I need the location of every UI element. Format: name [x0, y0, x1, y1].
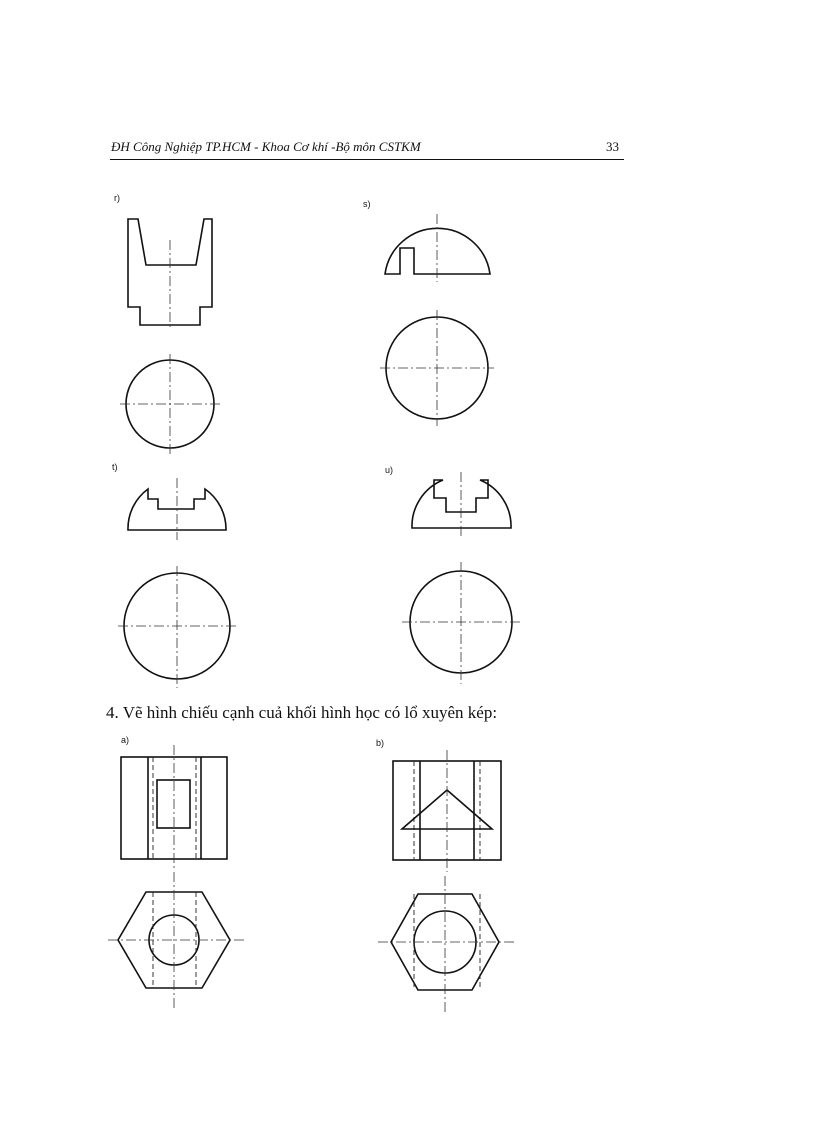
- exercise-4-title: 4. Vẽ hình chiếu cạnh cuả khối hình học có lổ xuyên kép:: [106, 703, 498, 722]
- figure-label-s: s): [363, 199, 371, 209]
- figure-s-top-view: [380, 310, 494, 426]
- figure-a-front-view: [121, 745, 227, 870]
- figure-r-top-view: [120, 354, 220, 454]
- figure-a-top-view: [108, 872, 244, 1010]
- figure-t-front-view: [128, 478, 226, 540]
- figure-label-t: t): [112, 462, 118, 472]
- figure-s-front-view: [385, 214, 490, 282]
- figure-u-front-view: [412, 472, 511, 536]
- page-number: 33: [606, 139, 619, 154]
- figure-r-front-view: [128, 219, 212, 330]
- figure-u-top-view: [402, 562, 520, 684]
- figure-b-top-view: [378, 876, 514, 1012]
- figure-t-top-view: [118, 566, 236, 688]
- figure-label-a: a): [121, 735, 130, 745]
- page-header-title: ĐH Công Nghiệp TP.HCM - Khoa Cơ khí -Bộ môn CSTKM: [111, 139, 421, 154]
- figure-label-b: b): [376, 738, 385, 748]
- figure-b-front-view: [393, 750, 501, 872]
- figure-label-r: r): [114, 193, 120, 203]
- figure-label-u: u): [385, 465, 394, 475]
